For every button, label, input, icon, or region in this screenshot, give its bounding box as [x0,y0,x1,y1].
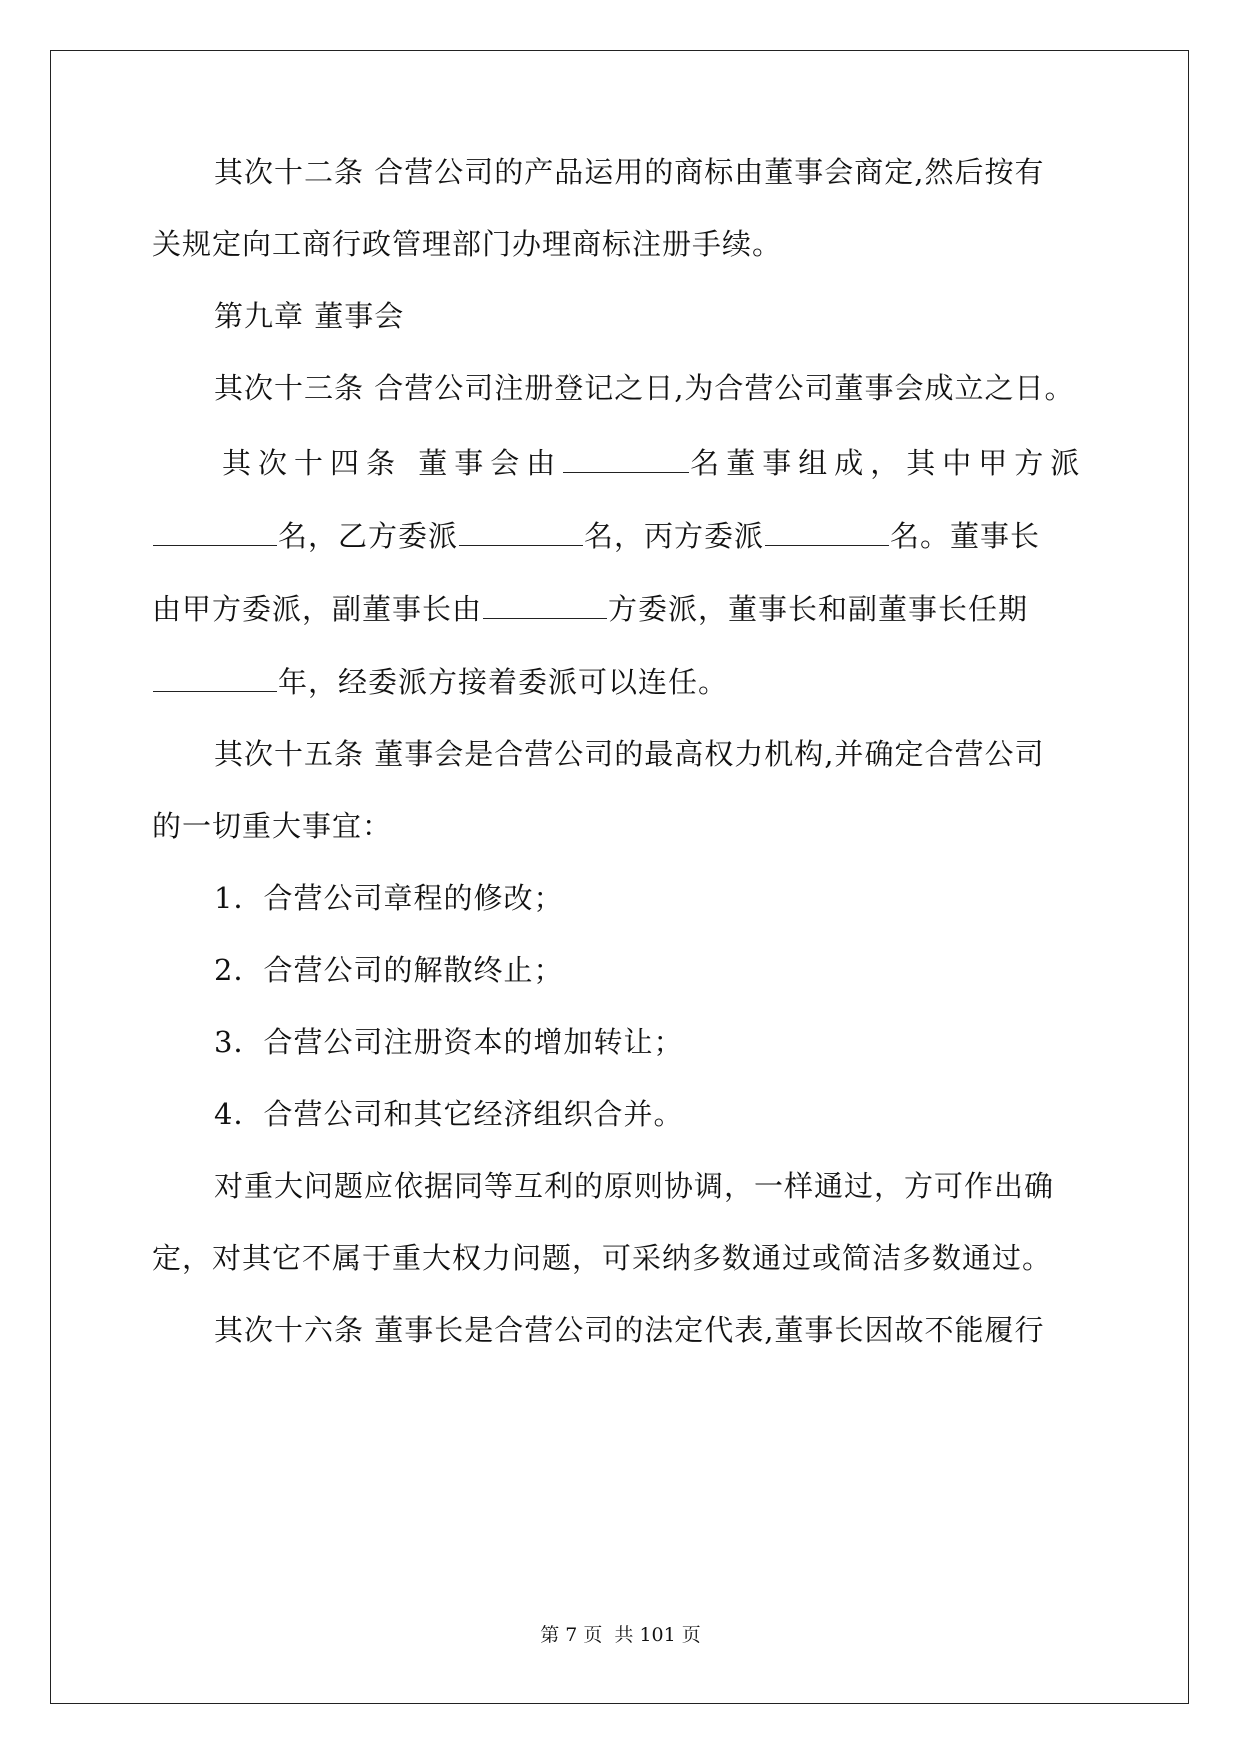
article-24-line-1 [222,443,1086,483]
text-segment: 名。董事长 [890,519,1041,553]
text-segment: 年，经委派方接着委派可以连任。 [278,665,729,699]
total-pages: 共 101 页 [614,1624,701,1646]
text-segment: 方委派，董事长和副董事长任期 [608,592,1029,626]
text-segment: 其次十四条 董事会由 [222,446,563,480]
article-24-line-3 [152,589,1028,629]
article-23-line-1: 其次十三条 合营公司注册登记之日,为合营公司董事会成立之日。 [214,371,1075,405]
article-22-line-1: 其次十二条 合营公司的产品运用的商标由董事会商定,然后按有 [214,155,1045,189]
text-segment: 由甲方委派，副董事长由 [152,592,483,626]
fill-blank [153,517,277,546]
article-24-line-4 [152,662,728,702]
fill-blank [153,663,277,692]
voting-rule-line-2: 定，对其它不属于重大权力问题，可采纳多数通过或简洁多数通过。 [152,1241,1053,1275]
list-item-1: 1．合营公司章程的修改； [214,881,564,915]
text-segment: 名，乙方委派 [278,519,459,553]
article-24-line-2 [152,516,1040,556]
fill-blank [483,590,607,619]
article-25-line-1: 其次十五条 董事会是合营公司的最高权力机构,并确定合营公司 [214,737,1045,771]
text-segment: 名董事组成，其中甲方派 [690,446,1087,480]
page-number: 第 7 页 [540,1624,603,1646]
article-22-line-2: 关规定向工商行政管理部门办理商标注册手续。 [152,227,783,261]
page-footer [0,1623,1241,1647]
text-segment: 名，丙方委派 [584,519,765,553]
fill-blank [765,517,889,546]
fill-blank [563,444,689,473]
fill-blank [459,517,583,546]
chapter-title: 第九章 董事会 [214,299,405,333]
list-item-3: 3．合营公司注册资本的增加转让； [214,1025,684,1059]
article-26-line-1: 其次十六条 董事长是合营公司的法定代表,董事长因故不能履行 [214,1313,1045,1347]
list-item-4: 4．合营公司和其它经济组织合并。 [214,1097,684,1131]
list-item-2: 2．合营公司的解散终止； [214,953,564,987]
article-25-line-2: 的一切重大事宜： [152,809,393,843]
voting-rule-line-1: 对重大问题应依据同等互利的原则协调，一样通过，方可作出确 [214,1169,1055,1203]
